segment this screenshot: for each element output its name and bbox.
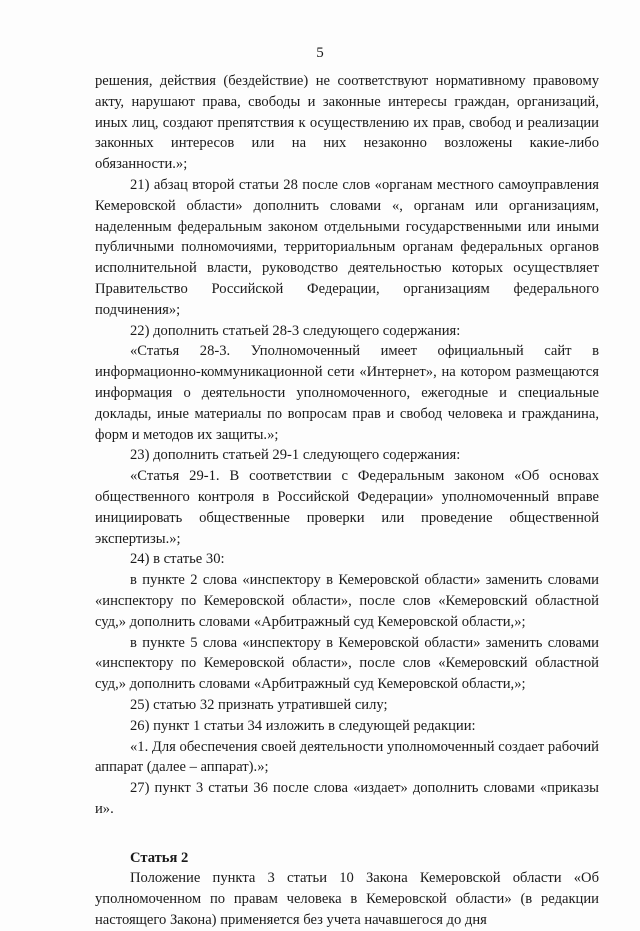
paragraph-article-28-3: «Статья 28-3. Уполномоченный имеет официальный сайт в информационно-коммуникационной сети «Интернет», на котором размещаются информация о деятельности уполномоченного, ежегодные и специальные доклады, иные материалы по вопросам прав и свобод человека и гражданина, форм и методов их защиты.»; (95, 343, 599, 443)
paragraph-item-27: 27) пункт 3 статьи 36 после слова «издает» дополнить словами «приказы и». (95, 780, 599, 817)
paragraph-article-29-1: «Статья 29-1. В соответствии с Федеральным законом «Об основах общественного контроля в Российской Федерации» уполномоченный вправе инициировать общественные проверки или проведение общественной экспертизы.»; (95, 468, 599, 547)
paragraph-item-25: 25) статью 32 признать утратившей силу; (130, 696, 388, 713)
paragraph-item-23: 23) дополнить статьей 29-1 следующего содержания: (130, 447, 461, 464)
article-heading: Статья 2 (130, 849, 189, 866)
paragraph-item-24-point-2: в пункте 2 слова «инспектору в Кемеровской области» заменить словами «инспектору по Кемеровской области», после слов «Кемеровский областной суд,» дополнить словами «Арбитражный суд Кемеровской области,»; (95, 572, 599, 630)
paragraph-continuation: решения, действия (бездействие) не соответствуют нормативному правовому акту, нарушают права, свободы и законные интересы граждан, организаций, иных лиц, создают препятствия к осуществлению их прав, свобод и реализации законных интересов или на них незаконно возложены какие-либо обязанности.»; (95, 73, 599, 173)
paragraph-item-26: 26) пункт 1 статьи 34 изложить в следующей редакции: (130, 717, 476, 734)
paragraph-item-24: 24) в статье 30: (130, 551, 225, 568)
paragraph-item-21: 21) абзац второй статьи 28 после слов «органам местного самоуправления Кемеровской области» дополнить словами «, органам или организациям, наделенным федеральным законом отдельными государственными или иными публичными полномочиями, территориальным органам федеральных органов исполнительной власти, руководство деятельностью которых осуществляет Правительство Российской Федерации, организациям федерального подчинения»; (95, 176, 599, 318)
document-body (95, 71, 599, 931)
paragraph-item-24-point-5: в пункте 5 слова «инспектору в Кемеровской области» заменить словами «инспектору по Кемеровской области», после слов «Кемеровский областной суд,» дополнить словами «Арбитражный суд Кемеровской области,»; (95, 634, 599, 693)
page-number: 5 (316, 45, 324, 61)
paragraph-item-26-text: «1. Для обеспечения своей деятельности уполномоченный создает рабочий аппарат (далее – аппарат).»; (95, 738, 599, 776)
article-2-text: Положение пункта 3 статьи 10 Закона Кемеровской области «Об уполномоченном по правам человека в Кемеровской области» (в редакции настоящего Закона) применяется без учета начавшегося до дня (95, 870, 599, 929)
paragraph-item-22: 22) дополнить статьей 28-3 следующего содержания: (130, 322, 461, 339)
section-gap (95, 820, 599, 848)
